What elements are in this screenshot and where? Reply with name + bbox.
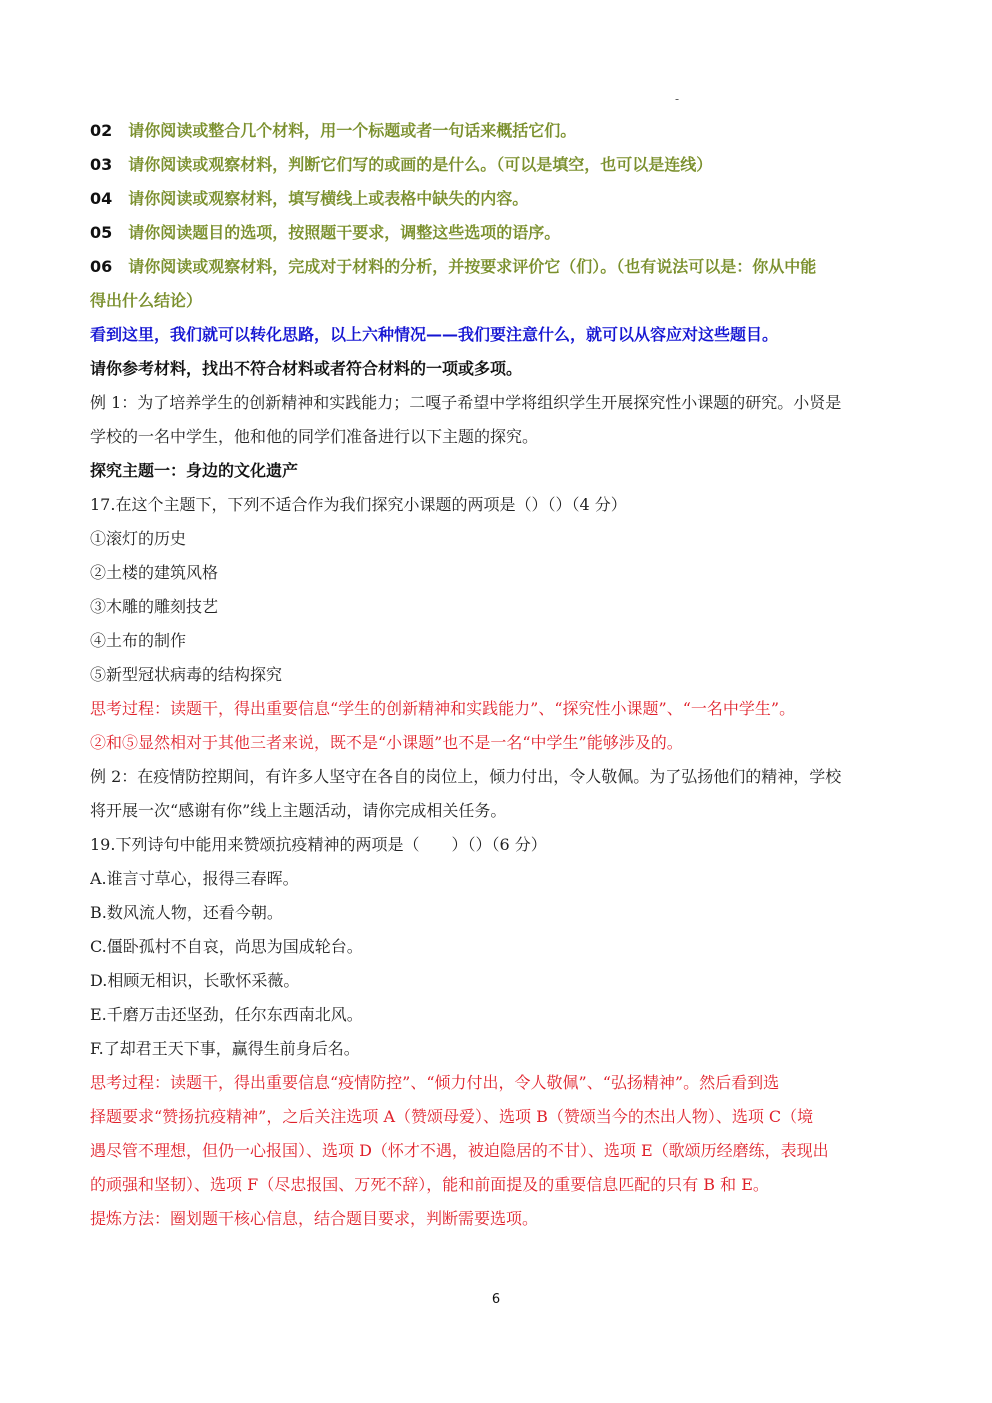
example1-option: ④土布的制作 xyxy=(90,631,187,650)
page-number: 6 xyxy=(491,1292,501,1307)
example1-theme: 探究主题一：身边的文化遗产 xyxy=(90,461,299,480)
example2-option: E.千磨万击还坚劲，任尔东西南北风。 xyxy=(90,1005,363,1024)
section-heading: 请你参考材料，找出不符合材料或者符合材料的一项或多项。 xyxy=(90,359,523,378)
example2-method: 提炼方法：圈划题干核心信息，结合题目要求，判断需要选项。 xyxy=(90,1209,539,1228)
example2-analysis: 遇尽管不理想，但仍一心报国）、选项 D（怀才不遇，被迫隐居的不甘）、选项 E（歌颂历经磨练，表现出 xyxy=(90,1141,829,1160)
step-02 xyxy=(90,114,902,148)
example1-option: ⑤新型冠状病毒的结构探究 xyxy=(90,665,283,684)
example2-option: B.数风流人物，还看今朝。 xyxy=(90,903,283,922)
top-mark: - xyxy=(675,92,680,106)
example1-analysis: ②和⑤显然相对于其他三者来说，既不是“小课题”也不是一名“中学生”能够涉及的。 xyxy=(90,733,683,752)
example2-option: D.相顾无相识，长歌怀采薇。 xyxy=(90,971,300,990)
step-text: 请你阅读或整合几个材料，用一个标题或者一句话来概括它们。 xyxy=(128,121,577,140)
example1-option: ③木雕的雕刻技艺 xyxy=(90,597,219,616)
example1-intro: 例 1：为了培养学生的创新精神和实践能力；二嘎子希望中学将组织学生开展探究性小课题的研究。小贤是 xyxy=(90,393,842,412)
summary-line: 看到这里，我们就可以转化思路，以上六种情况——我们要注意什么，就可以从容应对这些题目。 xyxy=(90,325,779,344)
example2-question: 19.下列诗句中能用来赞颂抗疫精神的两项是（ ）（）（6 分） xyxy=(90,835,547,854)
step-number: 02 xyxy=(90,121,113,140)
example1-option: ②土楼的建筑风格 xyxy=(90,563,219,582)
example1-option: ①滚灯的历史 xyxy=(90,529,187,548)
step-number: 06 xyxy=(90,257,113,276)
step-number: 03 xyxy=(90,155,113,174)
example2-option: F.了却君王天下事，赢得生前身后名。 xyxy=(90,1039,360,1058)
step-number: 04 xyxy=(90,189,113,208)
step-06-continued: 得出什么结论） xyxy=(90,291,203,310)
page-content xyxy=(90,114,902,1236)
example2-option: A.谁言寸草心，报得三春晖。 xyxy=(90,869,299,888)
step-text: 请你阅读题目的选项，按照题干要求，调整这些选项的语序。 xyxy=(128,223,561,242)
example2-analysis: 择题要求“赞扬抗疫精神”，之后关注选项 A（赞颂母爱）、选项 B（赞颂当今的杰出人物）、选项 C（境 xyxy=(90,1107,814,1126)
step-text: 请你阅读或观察材料，判断它们写的或画的是什么。（可以是填空，也可以是连线） xyxy=(128,155,713,174)
example2-intro: 将开展一次“感谢有你”线上主题活动，请你完成相关任务。 xyxy=(90,801,507,820)
step-04 xyxy=(90,182,902,216)
step-06 xyxy=(90,250,902,284)
example1-intro: 学校的一名中学生，他和他的同学们准备进行以下主题的探究。 xyxy=(90,427,539,446)
example2-analysis: 思考过程：读题干，得出重要信息“疫情防控”、“倾力付出，令人敬佩”、“弘扬精神”。然后看到选 xyxy=(90,1073,780,1092)
example1-question: 17.在这个主题下，下列不适合作为我们探究小课题的两项是（）（）（4 分） xyxy=(90,495,627,514)
example1-analysis: 思考过程：读题干，得出重要信息“学生的创新精神和实践能力”、“探究性小课题”、“一名中学生”。 xyxy=(90,699,796,718)
step-text: 请你阅读或观察材料，完成对于材料的分析，并按要求评价它（们）。（也有说法可以是：你从中能 xyxy=(128,257,817,276)
step-number: 05 xyxy=(90,223,113,242)
step-text: 请你阅读或观察材料，填写横线上或表格中缺失的内容。 xyxy=(128,189,529,208)
example2-option: C.僵卧孤村不自哀，尚思为国成轮台。 xyxy=(90,937,363,956)
step-05 xyxy=(90,216,902,250)
step-03 xyxy=(90,148,902,182)
example2-intro: 例 2：在疫情防控期间，有许多人坚守在各自的岗位上，倾力付出，令人敬佩。为了弘扬他们的精神，学校 xyxy=(90,767,842,786)
example2-analysis: 的顽强和坚韧）、选项 F（尽忠报国、万死不辞），能和前面提及的重要信息匹配的只有 B 和 E。 xyxy=(90,1175,769,1194)
